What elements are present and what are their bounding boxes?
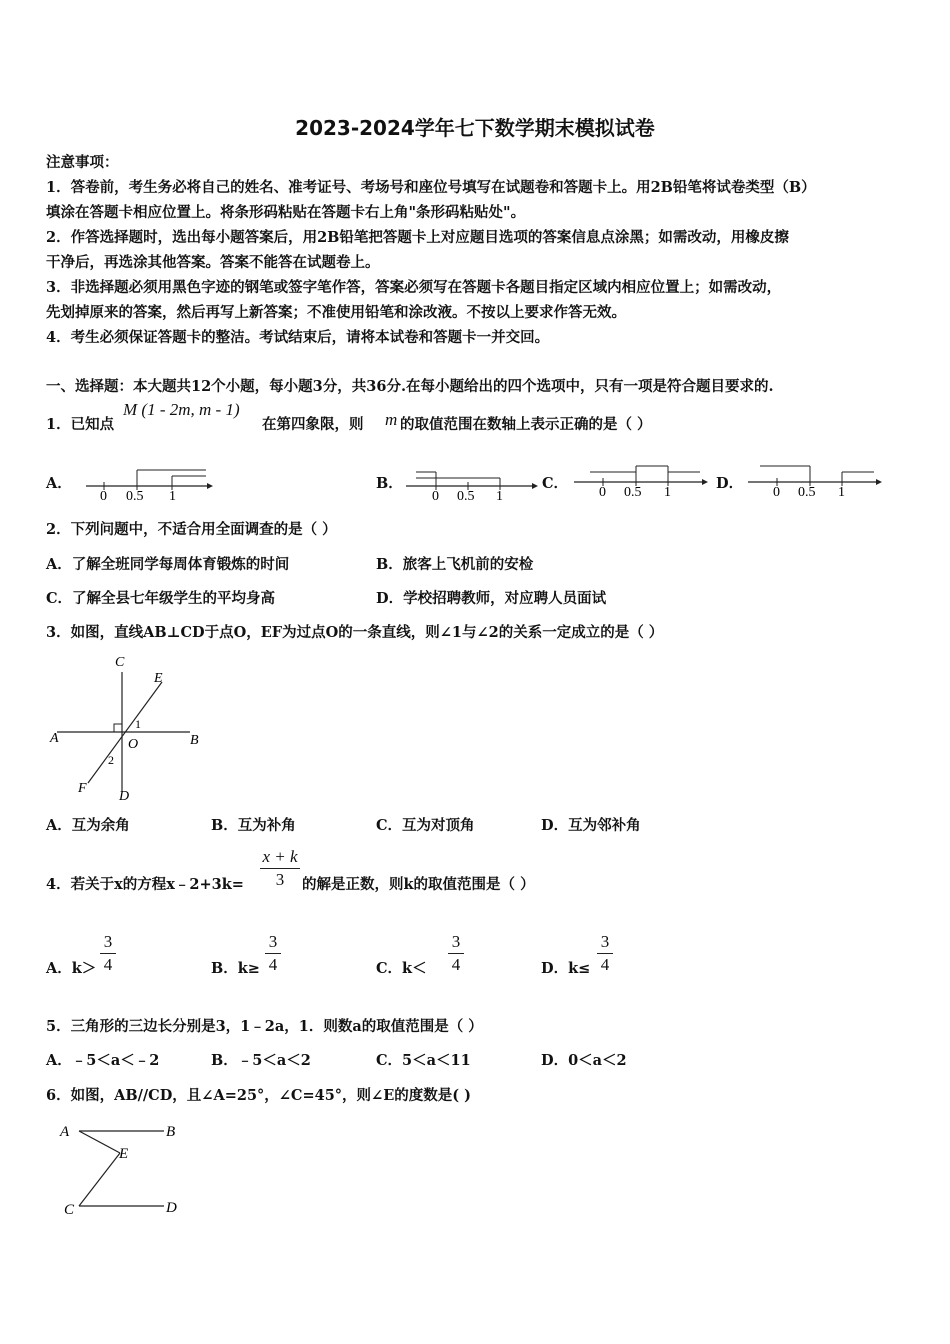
q4-option-a-fraction — [100, 932, 116, 975]
page-title: 2023-2024学年七下数学期末模拟试卷 — [295, 116, 655, 140]
q4-suffix: 的解是正数，则k的取值范围是（ ） — [302, 876, 535, 893]
tick-label: 1 — [664, 485, 671, 500]
q1-option-d: D． — [716, 475, 744, 492]
fraction-numerator: 3 — [451, 932, 461, 951]
q1-option-a: A． — [46, 475, 72, 492]
label-c: C — [115, 655, 125, 670]
q5-stem: 5．三角形的三边长分别是3，1﹣2a，1．则数a的取值范围是（ ） — [46, 1018, 483, 1035]
fraction-numerator: x + k — [262, 847, 298, 866]
q1-suffix: 的取值范围在数轴上表示正确的是（ ） — [400, 416, 652, 433]
q1-option-c: C． — [542, 475, 569, 492]
q5-option-c: C．5＜a＜11 — [376, 1052, 471, 1069]
q1-middle: 在第四象限，则 — [262, 416, 364, 433]
q3-option-a: A．互为余角 — [46, 817, 130, 834]
angle-1-label: 1 — [135, 717, 141, 731]
label-a: A — [50, 731, 59, 746]
q1-point: M (1 - 2m, m - 1) — [123, 400, 240, 419]
q3-option-c: C．互为对顶角 — [376, 817, 475, 834]
tick-label: 0.5 — [457, 489, 475, 504]
number-line-b — [402, 462, 540, 504]
q2-option-c: C．了解全县七年级学生的平均身高 — [46, 590, 276, 607]
label-a: A — [60, 1124, 70, 1140]
q4-fraction — [260, 847, 300, 890]
tick-label: 1 — [838, 485, 845, 500]
q2-stem: 2．下列问题中，不适合用全面调查的是（ ） — [46, 521, 337, 538]
q4-option-c-fraction — [448, 932, 464, 975]
q4-option-c: C．k＜ — [376, 960, 427, 977]
fraction-denominator: 4 — [268, 955, 278, 974]
tick-label: 0 — [773, 485, 780, 500]
label-f: F — [78, 781, 87, 796]
notes-heading: 注意事项： — [46, 154, 119, 171]
label-b: B — [190, 733, 199, 748]
tick-label: 1 — [169, 489, 176, 504]
note-line: 1．答卷前，考生务必将自己的姓名、准考证号、考场号和座位号填写在试题卷和答题卡上。用2B铅笔将试卷类型（B） — [46, 179, 816, 196]
label-d: D — [119, 789, 130, 804]
note-line: 填涂在答题卡相应位置上。将条形码粘贴在答题卡右上角"条形码粘贴处"。 — [46, 204, 526, 221]
q4-option-b-fraction — [265, 932, 281, 975]
note-line: 4．考生必须保证答题卡的整洁。考试结束后，请将本试卷和答题卡一并交回。 — [46, 329, 550, 346]
q4-prefix: 4．若关于x的方程x﹣2+3k= — [46, 876, 244, 893]
note-line: 3．非选择题必须用黑色字迹的钢笔或签字笔作答，答案必须写在答题卡各题目指定区域内相应位置上；如需改动， — [46, 279, 782, 296]
q4-option-b: B．k≥ — [211, 960, 260, 977]
number-line-d — [744, 458, 884, 500]
q1-var: m — [385, 410, 398, 429]
angle-2-label: 2 — [108, 753, 114, 767]
q6-figure — [52, 1115, 192, 1223]
fraction-denominator: 4 — [451, 955, 461, 974]
q2-option-a: A．了解全班同学每周体育锻炼的时间 — [46, 556, 290, 573]
q3-option-b: B．互为补角 — [211, 817, 296, 834]
label-o: O — [128, 737, 139, 752]
note-line: 干净后，再选涂其他答案。答案不能答在试题卷上。 — [46, 254, 380, 271]
fraction-numerator: 3 — [268, 932, 278, 951]
tick-label: 1 — [496, 489, 503, 504]
q1-prefix: 1．已知点 — [46, 416, 115, 433]
section-heading: 一、选择题：本大题共12个小题，每小题3分，共36分.在每小题给出的四个选项中，只有一项是符合题目要求的. — [46, 378, 774, 395]
q4-option-a: A．k＞ — [46, 960, 97, 977]
q4-option-d: D．k≤ — [541, 960, 591, 977]
note-line: 2．作答选择题时，选出每小题答案后，用2B铅笔把答题卡上对应题目选项的答案信息点涂黑；如需改动，用橡皮擦 — [46, 229, 789, 246]
fraction-numerator: 3 — [600, 932, 610, 951]
q3-figure — [40, 650, 215, 810]
fraction-denominator: 4 — [600, 955, 610, 974]
number-line-c — [570, 458, 710, 500]
label-c: C — [64, 1202, 75, 1218]
q1-option-b: B． — [376, 475, 403, 492]
tick-label: 0 — [599, 485, 606, 500]
fraction-denominator: 3 — [275, 870, 285, 889]
number-line-a — [82, 462, 214, 504]
tick-label: 0 — [432, 489, 439, 504]
q2-option-b: B．旅客上飞机前的安检 — [376, 556, 534, 573]
tick-label: 0.5 — [126, 489, 144, 504]
tick-label: 0.5 — [798, 485, 816, 500]
label-d: D — [166, 1200, 177, 1216]
q5-option-d: D．0＜a＜2 — [541, 1052, 627, 1069]
label-e: E — [154, 671, 163, 686]
fraction-denominator: 4 — [103, 955, 113, 974]
fraction-numerator: 3 — [103, 932, 113, 951]
label-b: B — [166, 1124, 176, 1140]
q3-option-d: D．互为邻补角 — [541, 817, 641, 834]
q5-option-b: B．﹣5＜a＜2 — [211, 1052, 311, 1069]
q5-option-a: A．﹣5＜a＜﹣2 — [46, 1052, 160, 1069]
note-line: 先划掉原来的答案，然后再写上新答案；不准使用铅笔和涂改液。不按以上要求作答无效。 — [46, 304, 626, 321]
q4-option-d-fraction — [597, 932, 613, 975]
tick-label: 0 — [100, 489, 107, 504]
label-e: E — [119, 1146, 129, 1162]
q2-option-d: D．学校招聘教师，对应聘人员面试 — [376, 590, 607, 607]
q3-stem: 3．如图，直线AB⊥CD于点O，EF为过点O的一条直线，则∠1与∠2的关系一定成立的是（ ） — [46, 624, 664, 641]
q6-stem: 6．如图，AB//CD，且∠A=25°，∠C=45°，则∠E的度数是( ) — [46, 1087, 472, 1104]
tick-label: 0.5 — [624, 485, 642, 500]
